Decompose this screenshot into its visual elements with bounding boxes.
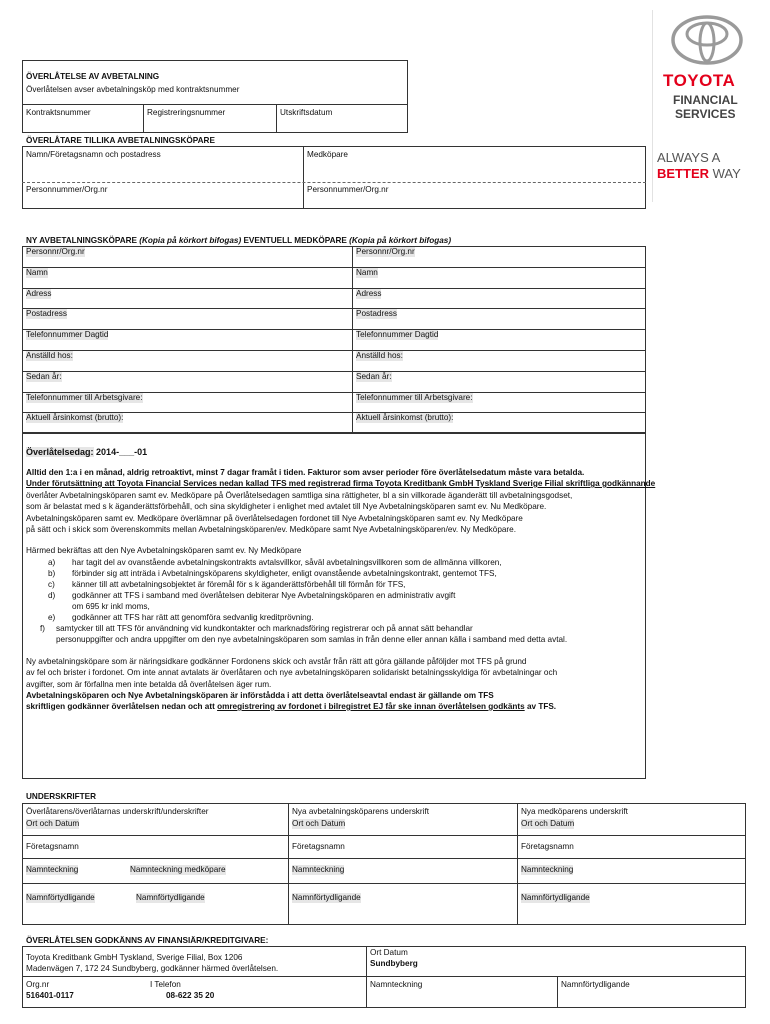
sig-col2-company-field[interactable]: Företagsnamn — [292, 842, 345, 851]
co-buyer-field-8[interactable]: Aktuell årsinkomst (brutto): — [356, 413, 454, 422]
transferor-title: ÖVERLÅTARE TILLIKA AVBETALNINGSKÖPARE — [26, 136, 215, 145]
transferor-id-field[interactable]: Personnummer/Org.nr — [26, 185, 108, 194]
terms-item-text-3: godkänner att TFS i samband med överlåtelsen debiterar Nye Avbetalningsköparen en administrativ avgift — [72, 591, 456, 600]
terms-item-text-0: har tagit del av ovanstående avbetalningskontrakts avtalsvillkor, såväl avbetalningsvillkoren som de allmänna villkoren, — [72, 558, 502, 567]
buyer-field-1[interactable]: Namn — [26, 268, 48, 277]
terms-item-label-3: d) — [48, 591, 56, 600]
terms-line-3: överlåter Avbetalningsköparen samt ev. Medköpare på Överlåtelsedagen samtliga sina rättigheter, bl a sin villkorade äganderätt till avbetalningsgodset, — [26, 491, 573, 500]
co-buyer-field-6[interactable]: Sedan år: — [356, 372, 392, 381]
sig-col2-clarification-field[interactable]: Namnförtydligande — [292, 893, 361, 902]
print-date-field[interactable]: Utskriftsdatum — [280, 108, 333, 117]
buyer-field-6[interactable]: Sedan år: — [26, 372, 62, 381]
terms-item-label-2: c) — [48, 580, 55, 589]
new-buyer-title — [26, 236, 451, 246]
transferor-co-buyer-field[interactable]: Medköpare — [307, 150, 348, 159]
terms-item-text-2: känner till att avbetalningsobjektet är föremål för s k äganderättsförbehåll till förmån för TFS, — [72, 580, 406, 589]
co-buyer-title-copy: (Kopia på körkort bifogas) — [349, 236, 452, 245]
sig-col1-company-field[interactable]: Företagsnamn — [26, 842, 79, 851]
terms-line-1: Alltid den 1:a i en månad, aldrig retroaktivt, minst 7 dagar framåt i tiden. Fakturor som avser perioder före överlåtelsedatum måste vara betalda. — [26, 468, 585, 477]
co-buyer-field-5[interactable]: Anställd hos: — [356, 351, 403, 360]
brand-panel — [652, 10, 759, 202]
brand-tagline-1: ALWAYS A — [657, 150, 721, 165]
new-buyer-title-main: NY AVBETALNINGSKÖPARE — [26, 236, 137, 245]
registration-number-field[interactable]: Registreringsnummer — [147, 108, 226, 117]
transfer-date — [26, 447, 147, 457]
co-buyer-field-0[interactable]: Personnr/Org.nr — [356, 247, 415, 256]
sig-col1-place-date-field[interactable]: Ort och Datum — [26, 819, 80, 828]
buyer-field-4[interactable]: Telefonnummer Dagtid — [26, 330, 109, 339]
terms-para-3: avgifter, som är förfallna men inte betalda då överlåtelsen äger rum. — [26, 680, 272, 689]
buyer-field-3[interactable]: Postadress — [26, 309, 67, 318]
brand-tagline-2 — [657, 167, 741, 181]
approval-org-value: 516401-0117 — [26, 991, 74, 1000]
new-buyer-title-copy: (Kopia på körkort bifogas) — [139, 236, 242, 245]
brand-tagline-better: BETTER — [657, 166, 709, 181]
sig-col3-company-field[interactable]: Företagsnamn — [521, 842, 574, 851]
transferor-co-buyer-id-field[interactable]: Personnummer/Org.nr — [307, 185, 389, 194]
buyer-field-0[interactable]: Personnr/Org.nr — [26, 247, 85, 256]
terms-item-label-6: f) — [40, 624, 46, 633]
terms-para-1: Ny avbetalningsköpare som är näringsidkare godkänner Fordonens skick och avstår från rätt att göra gällande påföljder mot TFS på grund — [26, 657, 527, 666]
transfer-date-value[interactable]: 2014-___-01 — [96, 447, 148, 457]
approval-place-date-label: Ort Datum — [370, 948, 408, 957]
transfer-subtitle: Överlåtelsen avser avbetalningsköp med kontraktsnummer — [26, 85, 240, 94]
approval-place-value: Sundbyberg — [370, 959, 418, 968]
brand-financial: FINANCIAL — [673, 93, 738, 107]
sig-col3-place-date-field[interactable]: Ort och Datum — [521, 819, 575, 828]
terms-bold-2c: av TFS. — [526, 702, 557, 711]
terms-item-text-5: godkänner att TFS har rätt att genomföra sedvanlig kreditprövning. — [72, 613, 314, 622]
sig-col2-head: Nya avbetalningsköparens underskrift — [292, 807, 429, 816]
sig-col1-head: Överlåtarens/överlåtarnas underskrift/underskrifter — [26, 807, 209, 816]
approval-title: ÖVERLÅTELSEN GODKÄNNS AV FINANSIÄR/KREDITGIVARE: — [26, 936, 269, 945]
brand-tagline-way: WAY — [712, 166, 741, 181]
co-buyer-field-4[interactable]: Telefonnummer Dagtid — [356, 330, 439, 339]
terms-item-text-4: om 695 kr inkl moms, — [72, 602, 150, 611]
transferor-name-address-field[interactable]: Namn/Företagsnamn och postadress — [26, 150, 161, 159]
terms-line-2: Under förutsättning att Toyota Financial Services nedan kallad TFS med registrerad firma Toyota Kreditbank GmbH Tyskland Sverige Filial skriftliga godkännande — [26, 479, 656, 488]
buyer-field-5[interactable]: Anställd hos: — [26, 351, 73, 360]
sig-col1-clarification-field[interactable]: Namnförtydligande — [26, 893, 95, 902]
approval-line-1: Toyota Kreditbank GmbH Tyskland, Sverige Filial, Box 1206 — [26, 953, 243, 962]
terms-bold-1: Avbetalningsköparen och Nye Avbetalningsköparen är införstådda i att detta överlåtelseavtal endast är gällande om TFS — [26, 691, 494, 700]
approval-org-label: Org.nr — [26, 980, 50, 989]
terms-item-text-1: förbinder sig att inträda i Avbetalningsköparens skyldigheter, enligt ovanstående avbetalningskontrakt, gentemot TFS, — [72, 569, 497, 578]
transfer-box — [22, 60, 408, 133]
sig-col1-co-clarification-field[interactable]: Namnförtydligande — [136, 893, 205, 902]
terms-para-2: av fel och brister i fordonet. Om inte annat avtalats är överlåtaren och nye avbetalningsköparen solidariskt betalningsskyldiga för avbetalningar och — [26, 668, 558, 677]
co-buyer-field-3[interactable]: Postadress — [356, 309, 397, 318]
sig-col1-co-signature-field[interactable]: Namnteckning medköpare — [130, 865, 226, 874]
approval-clarification-field[interactable]: Namnförtydligande — [561, 980, 630, 989]
sig-col1-signature-field[interactable]: Namnteckning — [26, 865, 79, 874]
buyer-field-8[interactable]: Aktuell årsinkomst (brutto): — [26, 413, 124, 422]
sig-col3-head: Nya medköparens underskrift — [521, 807, 628, 816]
co-buyer-field-1[interactable]: Namn — [356, 268, 378, 277]
terms-item-label-0: a) — [48, 558, 56, 567]
terms-item-text-6: samtycker till att TFS för användning vid kundkontakter och marknadsföring registrerar och på annat sätt behandlar — [56, 624, 473, 633]
transfer-title: ÖVERLÅTELSE AV AVBETALNING — [26, 72, 160, 81]
toyota-emblem-icon — [670, 14, 744, 66]
sig-col2-place-date-field[interactable]: Ort och Datum — [292, 819, 346, 828]
transfer-date-label: Överlåtelsedag: — [26, 447, 94, 457]
terms-item-text-7: personuppgifter och andra uppgifter om den nye avbetalningsköparen som samlas in från denne eller annan källa i samband med detta avtal. — [56, 635, 568, 644]
brand-services: SERVICES — [675, 107, 736, 121]
terms-bold-2a: skriftligen godkänner överlåtelsen nedan och att — [26, 702, 215, 711]
contract-number-field[interactable]: Kontraktsnummer — [26, 108, 91, 117]
approval-phone-value: 08-622 35 20 — [166, 991, 215, 1000]
terms-item-label-5: e) — [48, 613, 56, 622]
approval-phone-label: I Telefon — [150, 980, 181, 989]
terms-line-4: som är belastat med s k äganderättsförbehåll, och sina skyldigheter i enlighet med avtalet till Nye Avbetalningsköparen samt ev. Nu Medköpare. — [26, 502, 547, 511]
sig-col2-signature-field[interactable]: Namnteckning — [292, 865, 345, 874]
terms-confirm: Härmed bekräftas att den Nye Avbetalningsköparen samt ev. Ny Medköpare — [26, 546, 302, 555]
terms-item-label-1: b) — [48, 569, 56, 578]
signatures-title: UNDERSKRIFTER — [26, 792, 97, 801]
sig-col3-clarification-field[interactable]: Namnförtydligande — [521, 893, 590, 902]
brand-name: TOYOTA — [663, 71, 736, 90]
new-buyer-grid — [22, 246, 646, 434]
terms-bold-2b: omregistrering av fordonet i bilregistret EJ får ske innan överlåtelsen godkänts — [217, 702, 525, 711]
sig-col3-signature-field[interactable]: Namnteckning — [521, 865, 574, 874]
terms-line-5: Avbetalningsköparen samt ev. Medköpare överlämnar på överlåtelsedagen fordonet till Nye Avbetalningsköparen samt ev. Ny Medköpare — [26, 514, 523, 523]
approval-line-2: Madenvägen 7, 172 24 Sundbyberg, godkänner härmed överlåtelsen. — [26, 964, 279, 973]
signatures-box — [22, 803, 746, 925]
co-buyer-field-7[interactable]: Telefonnummer till Arbetsgivare: — [356, 393, 473, 402]
buyer-field-7[interactable]: Telefonnummer till Arbetsgivare: — [26, 393, 143, 402]
terms-line-6: på sätt och i skick som överenskommits mellan Avbetalningsköparen/ev. Medköpare samt Nye Avbetalningsköparen/ev. Ny Medköpare. — [26, 525, 516, 534]
co-buyer-title-main: EVENTUELL MEDKÖPARE — [243, 236, 347, 245]
approval-signature-field[interactable]: Namnteckning — [370, 980, 423, 989]
terms-bold-2 — [26, 702, 556, 712]
co-buyer-field-2[interactable]: Adress — [356, 289, 382, 298]
buyer-field-2[interactable]: Adress — [26, 289, 52, 298]
